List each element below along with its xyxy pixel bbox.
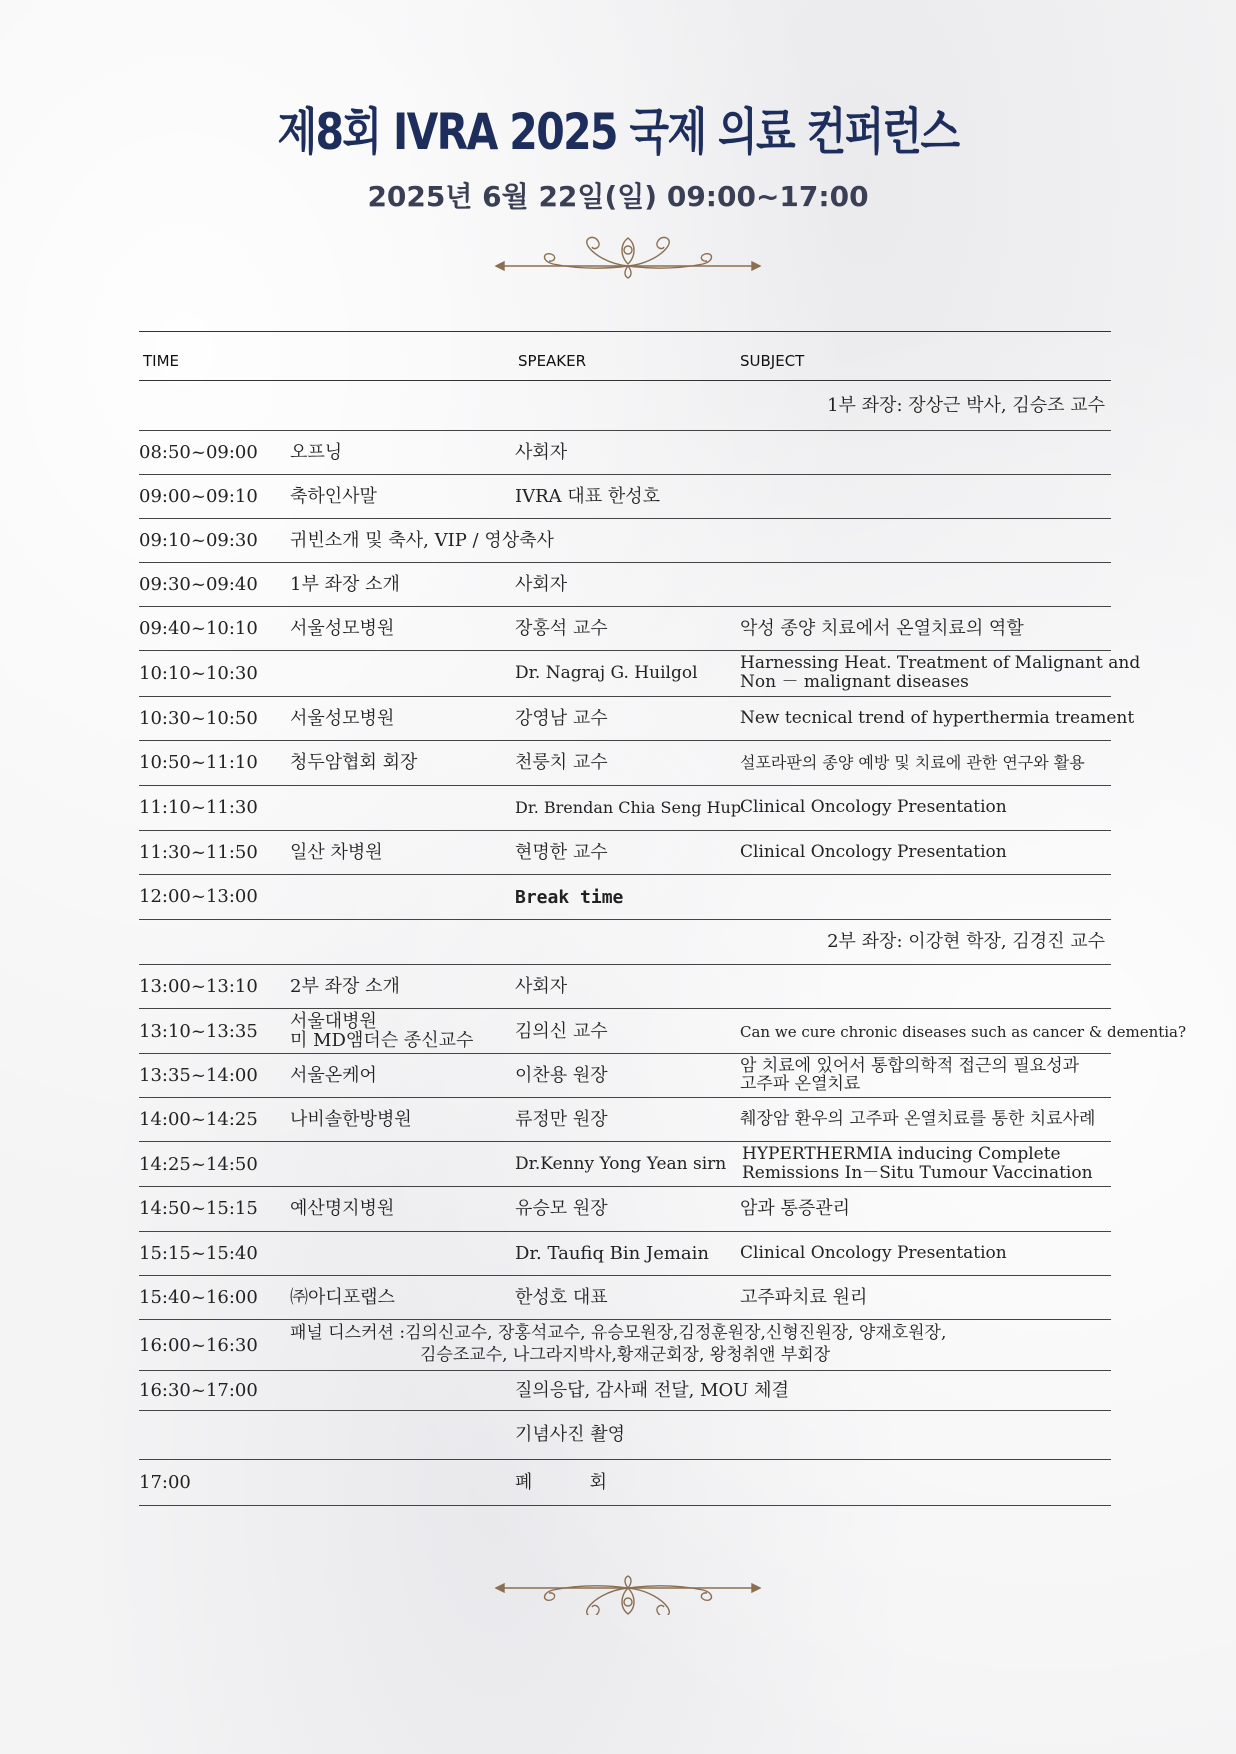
- speaker-cell: 사회자: [515, 976, 568, 997]
- table-row: [139, 1411, 1111, 1460]
- time-cell: 11:10~11:30: [139, 797, 258, 818]
- ornament-divider-icon: [488, 226, 768, 281]
- speaker-cell: 강영남 교수: [515, 708, 608, 729]
- table-row: [139, 475, 1111, 519]
- event-date: 2025년 6월 22일(일) 09:00~17:00: [367, 180, 869, 213]
- speaker-cell: 류정만 원장: [515, 1109, 608, 1130]
- speaker-cell: Break time: [515, 887, 624, 908]
- table-row: [139, 519, 1111, 563]
- table-row: [139, 1460, 1111, 1506]
- table-row: [139, 1142, 1111, 1187]
- time-cell: 14:00~14:25: [139, 1109, 258, 1130]
- speaker-cell: Dr. Taufiq Bin Jemain: [515, 1243, 710, 1264]
- speaker-cell: Dr. Nagraj G. Huilgol: [515, 663, 698, 683]
- event-cell: 2부 좌장 소개: [290, 976, 400, 997]
- time-cell: 11:30~11:50: [139, 842, 258, 863]
- table-row: [139, 965, 1111, 1009]
- event-cell: 오프닝: [290, 442, 343, 463]
- speaker-cell: 장홍석 교수: [515, 618, 608, 639]
- time-cell: 10:10~10:30: [139, 663, 258, 684]
- table-row: [139, 741, 1111, 786]
- page-title: 제8회 IVRA 2025 국제 의료 컨퍼런스: [277, 103, 959, 161]
- speaker-cell: Dr.Kenny Yong Yean sirn: [515, 1154, 727, 1174]
- table-row: [139, 1232, 1111, 1276]
- chair-text: 1부 좌장: 장상근 박사, 김승조 교수: [827, 395, 1105, 416]
- event-cell: ㈜아디포랩스: [290, 1287, 395, 1308]
- time-cell: 14:25~14:50: [139, 1154, 258, 1175]
- speaker-cell: 유승모 원장: [515, 1198, 608, 1219]
- subject-cell: 암 치료에 있어서 통합의학적 접근의 필요성과: [740, 1056, 1080, 1076]
- subject-cell: New tecnical trend of hyperthermia treament: [740, 708, 1135, 728]
- speaker-cell: 천룽치 교수: [515, 752, 608, 773]
- chair-row-1: [139, 381, 1111, 431]
- subject-cell: Non － malignant diseases: [740, 672, 969, 692]
- column-header-speaker: SPEAKER: [518, 352, 587, 370]
- chair-text: 2부 좌장: 이강현 학장, 김경진 교수: [827, 931, 1105, 952]
- table-row: [139, 607, 1111, 651]
- table-row: [139, 1009, 1187, 1054]
- ornament-divider-icon: [488, 1560, 768, 1615]
- cell: 김승조교수, 나그라지박사,황재군회장, 왕청취앤 부회장: [420, 1345, 831, 1365]
- time-cell: 09:00~09:10: [139, 486, 258, 507]
- table-header: [139, 331, 1111, 381]
- time-cell: 15:15~15:40: [139, 1243, 258, 1264]
- event-cell: 예산명지병원: [290, 1198, 395, 1219]
- speaker-cell: 한성호 대표: [515, 1287, 608, 1308]
- speaker-cell: 폐 회: [515, 1472, 607, 1493]
- table-row-break: [139, 875, 1111, 920]
- subject-cell: Clinical Oncology Presentation: [740, 1243, 1007, 1263]
- time-cell: 17:00: [139, 1472, 191, 1493]
- table-row: [139, 651, 1141, 697]
- time-cell: 13:35~14:00: [139, 1065, 258, 1086]
- subject-cell: Can we cure chronic diseases such as cancer & dementia?: [740, 1023, 1187, 1041]
- speaker-cell: Dr. Brendan Chia Seng Hup: [515, 798, 742, 817]
- table-row: [139, 1276, 1111, 1320]
- event-cell: 서울성모병원: [290, 618, 395, 639]
- event-cell: 귀빈소개 및 축사, VIP / 영상축사: [290, 530, 554, 551]
- speaker-cell: 김의신 교수: [515, 1021, 608, 1042]
- time-cell: 16:30~17:00: [139, 1380, 258, 1401]
- subject-cell: Harnessing Heat. Treatment of Malignant and: [740, 653, 1141, 673]
- subject-cell: 고주파치료 원리: [740, 1287, 868, 1308]
- time-cell: 14:50~15:15: [139, 1198, 258, 1219]
- event-cell: 패널 디스커션 :김의신교수, 장홍석교수, 유승모원장,김정훈원장,신형진원장, 양재호원장,: [290, 1323, 947, 1343]
- subject-cell: 고주파 온열치료: [740, 1074, 861, 1094]
- column-header-time: TIME: [143, 352, 180, 370]
- event-cell: 나비솔한방병원: [290, 1109, 412, 1130]
- time-cell: 10:30~10:50: [139, 708, 258, 729]
- event-cell: 서울대병원: [290, 1011, 377, 1032]
- table-row: [139, 1371, 1111, 1411]
- speaker-cell: 이찬용 원장: [515, 1065, 608, 1086]
- table-row: [139, 431, 1111, 475]
- speaker-cell: 질의응답, 감사패 전달, MOU 체결: [515, 1380, 789, 1401]
- speaker-cell: 기념사진 촬영: [515, 1424, 626, 1445]
- event-cell: 서울온케어: [290, 1065, 377, 1086]
- speaker-cell: 현명한 교수: [515, 842, 608, 863]
- table-row: [139, 1098, 1111, 1142]
- time-cell: 08:50~09:00: [139, 442, 258, 463]
- time-cell: 10:50~11:10: [139, 752, 258, 773]
- event-cell: 일산 차병원: [290, 842, 383, 863]
- subject-cell: Remissions In－Situ Tumour Vaccination: [742, 1163, 1093, 1183]
- speaker-cell: 사회자: [515, 442, 568, 463]
- time-cell: 13:10~13:35: [139, 1021, 258, 1042]
- time-cell: 09:40~10:10: [139, 618, 258, 639]
- event-cell: 서울성모병원: [290, 708, 395, 729]
- speaker-cell: 사회자: [515, 574, 568, 595]
- event-cell: 미 MD앰더슨 종신교수: [290, 1030, 474, 1051]
- subject-cell: 악성 종양 치료에서 온열치료의 역할: [740, 618, 1024, 639]
- speaker-cell: IVRA 대표 한성호: [515, 486, 661, 507]
- table-row: [139, 1054, 1111, 1098]
- subject-cell: 설포라판의 종양 예방 및 치료에 관한 연구와 활용: [740, 753, 1085, 772]
- table-row: [139, 786, 1111, 831]
- table-row: [139, 831, 1111, 875]
- time-cell: 15:40~16:00: [139, 1287, 258, 1308]
- time-cell: 16:00~16:30: [139, 1335, 258, 1356]
- time-cell: 12:00~13:00: [139, 886, 258, 907]
- event-cell: 축하인사말: [290, 486, 377, 507]
- chair-row-2: [139, 920, 1111, 965]
- subject-cell: Clinical Oncology Presentation: [740, 842, 1007, 862]
- table-row: [139, 563, 1111, 607]
- subject-cell: 췌장암 환우의 고주파 온열치료를 통한 치료사례: [740, 1109, 1096, 1129]
- table-row: [139, 1187, 1111, 1232]
- event-cell: 청두암협회 회장: [290, 752, 418, 773]
- time-cell: 13:00~13:10: [139, 976, 258, 997]
- time-cell: 09:30~09:40: [139, 574, 258, 595]
- subject-cell: HYPERTHERMIA inducing Complete: [742, 1144, 1061, 1164]
- subject-cell: 암과 통증관리: [740, 1198, 851, 1219]
- column-header-subject: SUBJECT: [740, 352, 805, 370]
- time-cell: 09:10~09:30: [139, 530, 258, 551]
- event-cell: 1부 좌장 소개: [290, 574, 400, 595]
- table-row-panel: [139, 1320, 1111, 1371]
- table-row: [139, 697, 1135, 741]
- subject-cell: Clinical Oncology Presentation: [740, 797, 1007, 817]
